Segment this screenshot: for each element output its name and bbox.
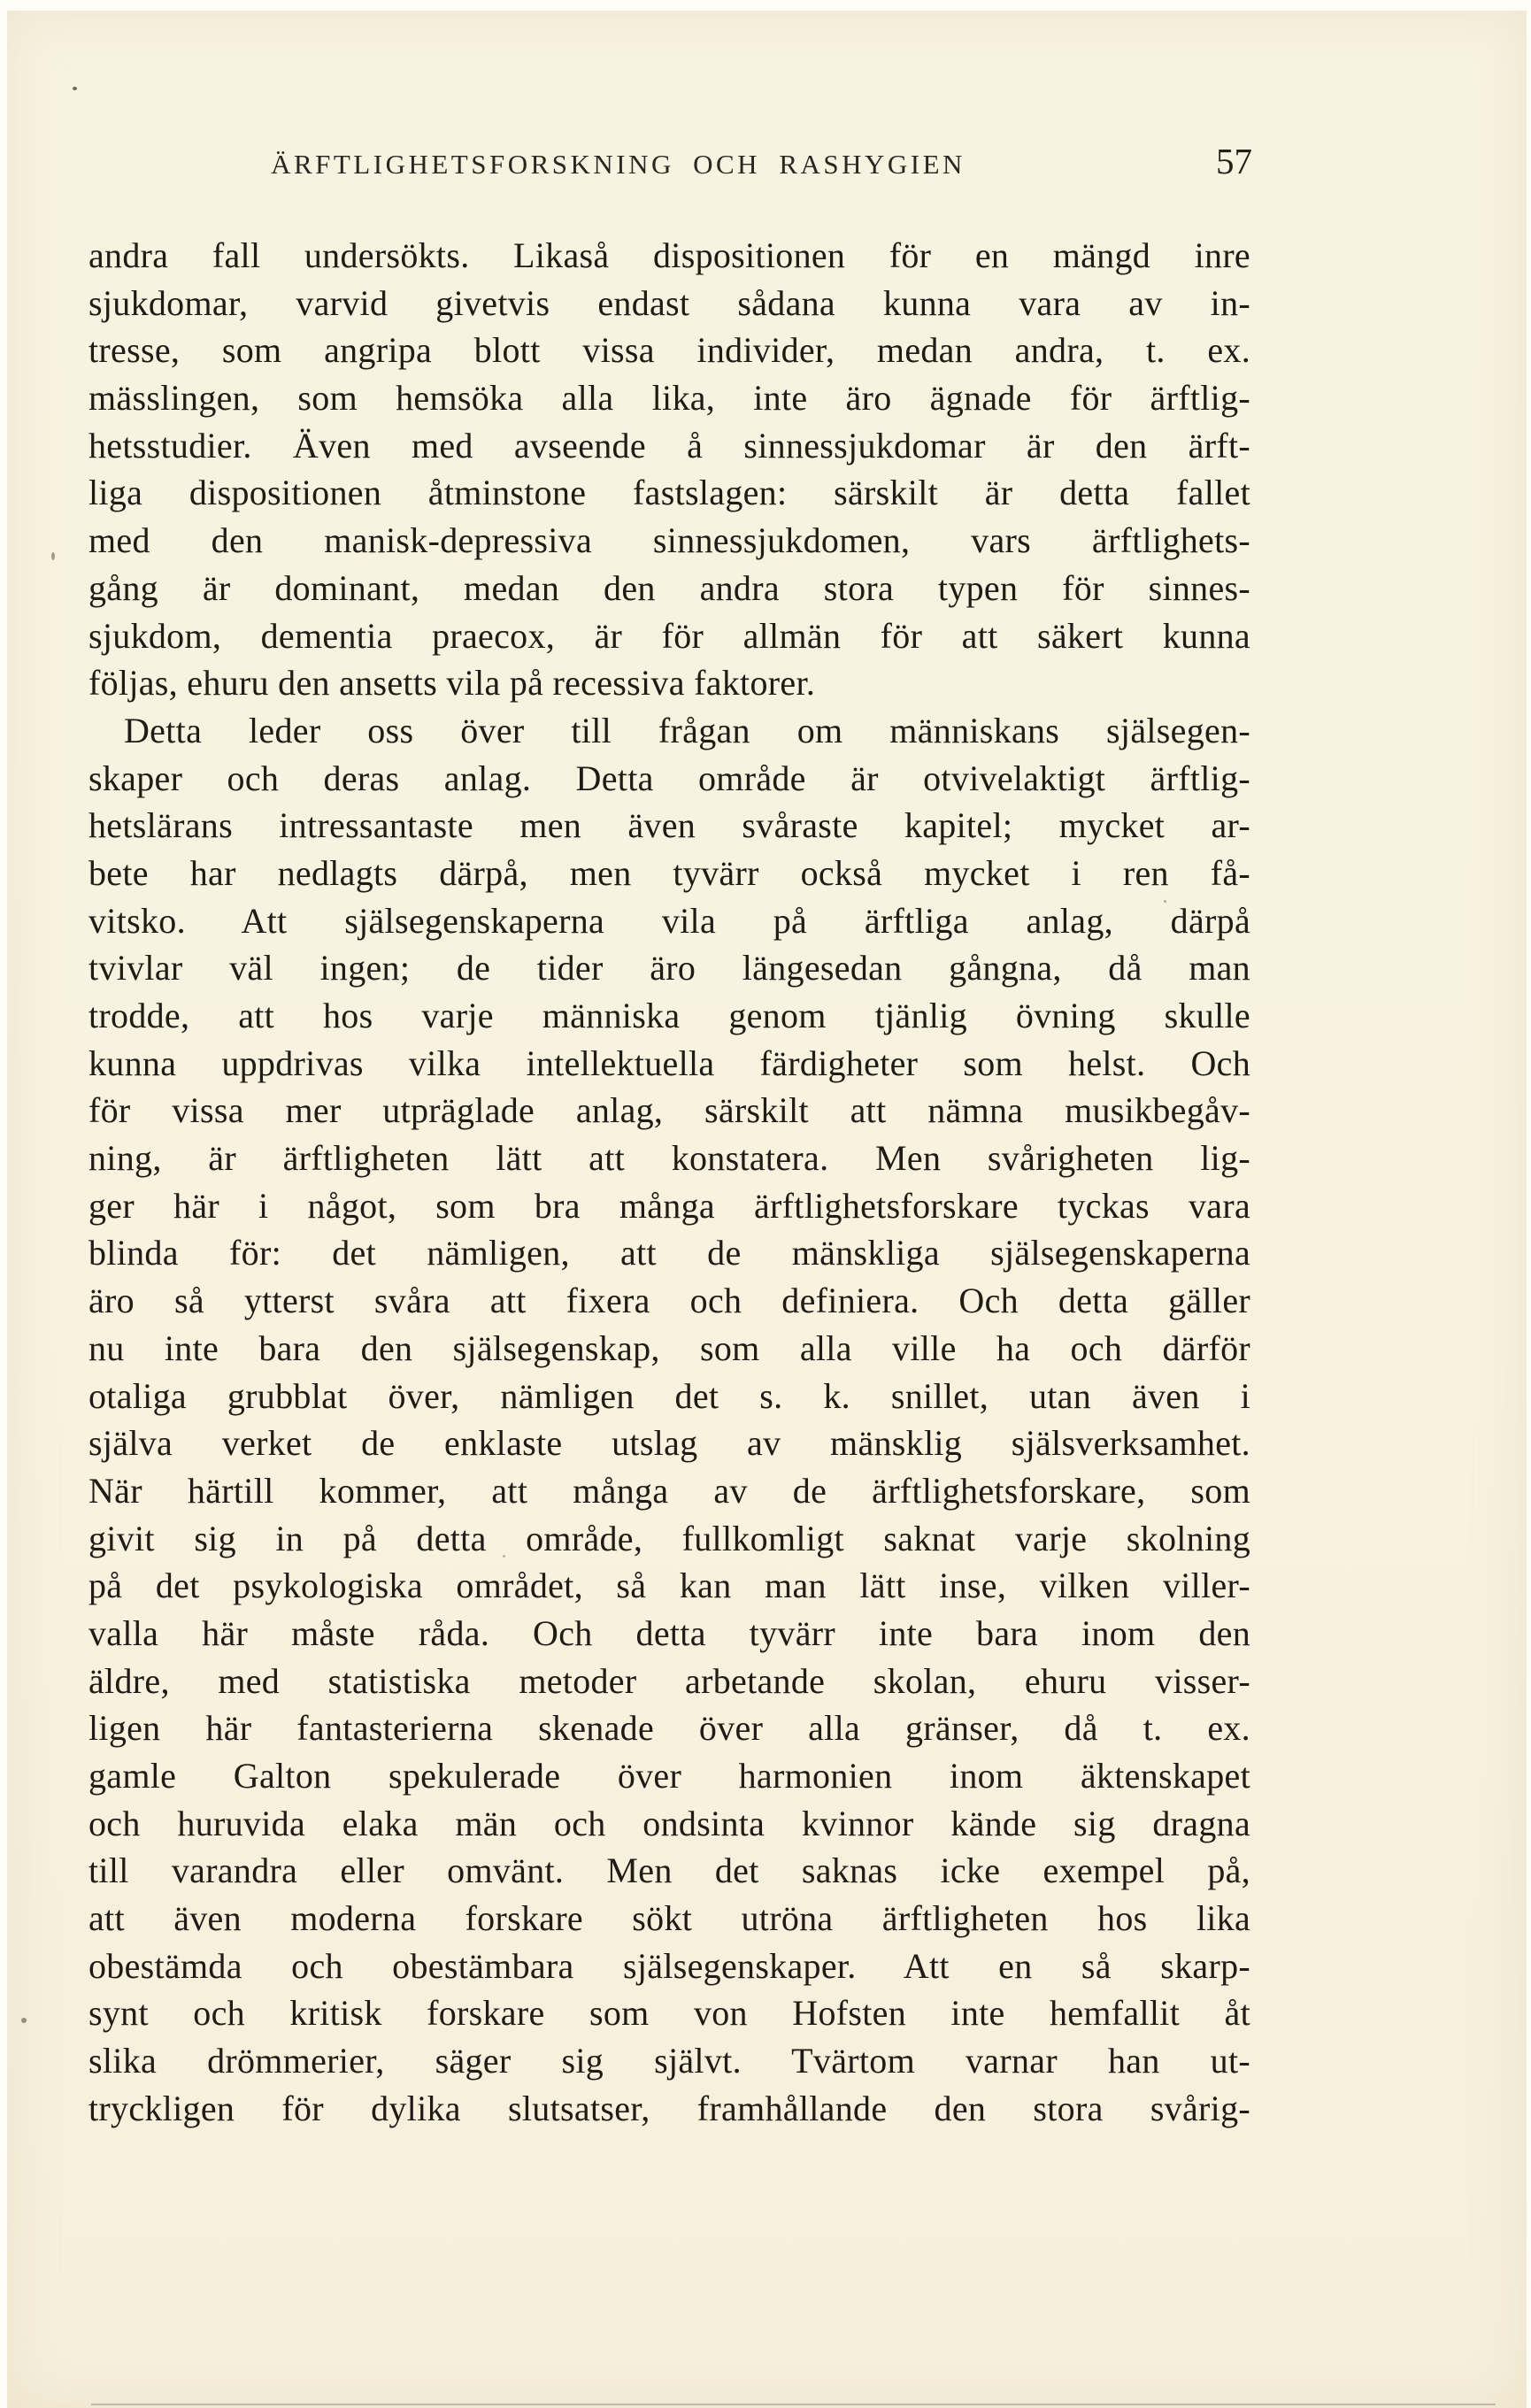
text-line: själva verket de enklaste utslag av mänsklig själsverksamhet. [88,1423,1250,1464]
page-header [88,141,1252,193]
text-line: kunna uppdrivas vilka intellektuella färdigheter som helst. Och [88,1042,1250,1083]
text-line: blinda för: det nämligen, att de mänskliga själsegenskaperna [88,1233,1250,1273]
text-line: hetsstudier. Även med avseende å sinnessjukdomar är den ärft- [88,425,1250,465]
text-line: nu inte bara den själsegenskap, som alla ville ha och därför [88,1327,1250,1368]
text-line: vitsko. Att själsegenskaperna vila på ärftliga anlag, därpå [88,900,1250,941]
text-line: äro så ytterst svåra att fixera och definiera. Och detta gäller [88,1281,1250,1321]
text-line: sjukdom, dementia praecox, är för allmän för att säkert kunna [88,615,1250,656]
text-line: tryckligen för dylika slutsatser, framhållande den stora svårig- [88,2088,1250,2128]
paper-speck [21,2018,27,2023]
text-line: gång är dominant, medan den andra stora typen för sinnes- [88,567,1250,608]
text-line: gamle Galton spekulerade över harmonien inom äktenskapet [88,1756,1250,1796]
text-line: trodde, att hos varje människa genom tjänlig övning skulle [88,996,1250,1035]
text-line: slika drömmerier, säger sig självt. Tvärtom varnar han ut- [88,2041,1250,2081]
paper-speck [73,87,77,90]
text-line: ning, är ärftligheten lätt att konstatera. Men svårigheten lig- [88,1138,1250,1179]
text-line: tresse, som angripa blott vissa individer, medan andra, t. ex. [88,330,1250,371]
page-number: 57 [1216,141,1252,181]
ink-mark [51,552,55,560]
text-line: och huruvida elaka män och ondsinta kvinnor kände sig dragna [88,1803,1250,1843]
text-line: ger här i något, som bra många ärftlighetsforskare tyckas vara [88,1185,1250,1226]
text-line: mässlingen, som hemsöka alla lika, inte äro ägnade för ärftlig- [88,378,1250,419]
text-line: obestämda och obestämbara själsegenskaper. Att en så skarp- [88,1945,1250,1986]
text-line: När härtill kommer, att många av de ärftlighetsforskare, som [88,1470,1250,1511]
text-line: givit sig in på detta område, fullkomligt saknat varje skolning [88,1518,1250,1558]
text-line: på det psykologiska området, så kan man lätt inse, vilken viller- [88,1566,1250,1606]
text-block [88,232,1250,2133]
text-line: äldre, med statistiska metoder arbetande skolan, ehuru visser- [88,1660,1250,1701]
text-line: till varandra eller omvänt. Men det saknas icke exempel på, [88,1850,1250,1891]
text-line: otaliga grubblat över, nämligen det s. k. snillet, utan även i [88,1375,1250,1416]
text-line: valla här måste råda. Och detta tyvärr inte bara inom den [88,1612,1250,1653]
text-line: att även moderna forskare sökt utröna ärftligheten hos lika [88,1898,1250,1939]
text-line: Detta leder oss över till frågan om människans själsegen- [124,710,1250,750]
text-line: tvivlar väl ingen; de tider äro längesedan gångna, då man [88,948,1250,989]
running-title: ÄRFTLIGHETSFORSKNING OCH RASHYGIEN [271,149,966,180]
text-line: hetslärans intressantaste men även svåraste kapitel; mycket ar- [88,805,1250,846]
text-line: andra fall undersökts. Likaså dispositionen för en mängd inre [88,235,1250,275]
text-line: bete har nedlagts därpå, men tyvärr också mycket i ren få- [88,852,1250,893]
text-line: skaper och deras anlag. Detta område är otvivelaktigt ärftlig- [88,758,1250,798]
text-line: ligen här fantasterierna skenade över alla gränser, då t. ex. [88,1708,1250,1749]
scan-edge-line [91,2404,1496,2405]
text-line: följas, ehuru den ansetts vila på recessiva faktorer. [88,663,816,704]
text-line: synt och kritisk forskare som von Hofsten inte hemfallit åt [88,1993,1250,2034]
text-line: med den manisk-depressiva sinnessjukdomen, vars ärftlighets- [88,520,1250,561]
text-line: liga dispositionen åtminstone fastslagen: särskilt är detta fallet [88,473,1250,513]
text-line: för vissa mer utpräglade anlag, särskilt att nämna musikbegåv- [88,1090,1250,1131]
text-line: sjukdomar, varvid givetvis endast sådana kunna vara av in- [88,282,1250,323]
